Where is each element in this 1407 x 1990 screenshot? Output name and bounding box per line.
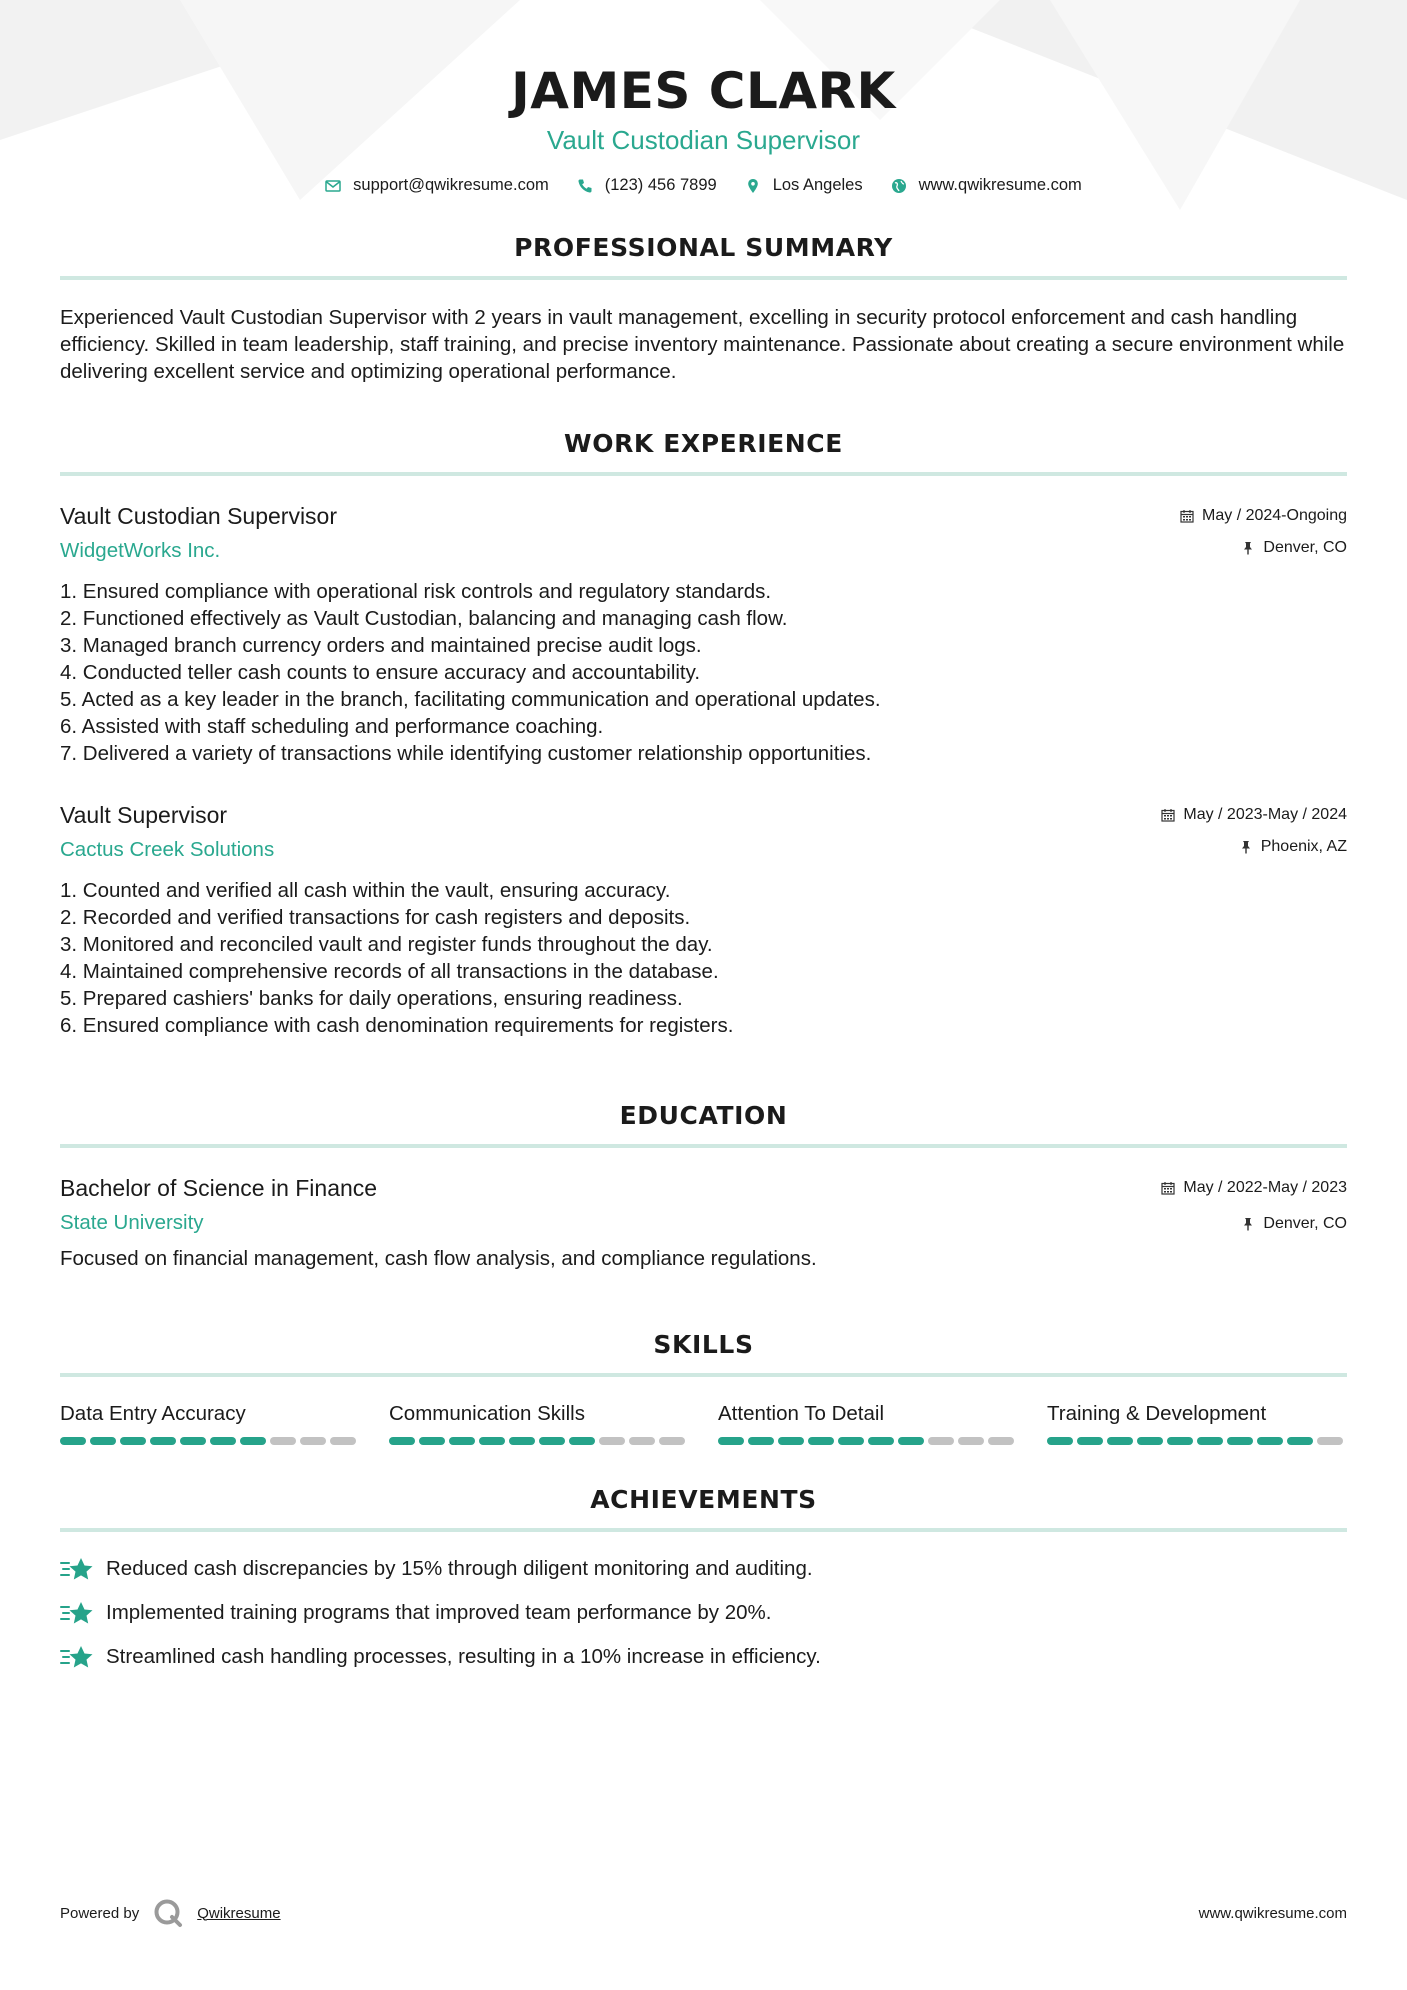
skill-segment-filled: [1137, 1437, 1163, 1445]
list-item: 3. Managed branch currency orders and maintained precise audit logs.: [60, 634, 702, 657]
achievement-text: Streamlined cash handling processes, resulting in a 10% increase in efficiency.: [106, 1645, 821, 1668]
skill-segment-empty: [599, 1437, 625, 1445]
skill-segment-filled: [120, 1437, 146, 1445]
contact-website[interactable]: [891, 176, 1082, 195]
skill-segment-filled: [778, 1437, 804, 1445]
summary-heading: PROFESSIONAL SUMMARY: [60, 233, 1347, 280]
skill-segment-filled: [419, 1437, 445, 1445]
skill-segment-filled: [60, 1437, 86, 1445]
skill-segment-filled: [90, 1437, 116, 1445]
skill-segment-filled: [718, 1437, 744, 1445]
powered-by: [60, 1898, 281, 1928]
skill-segment-filled: [808, 1437, 834, 1445]
skill-segment-filled: [150, 1437, 176, 1445]
contact-location: [745, 176, 863, 195]
list-item: 1. Counted and verified all cash within the vault, ensuring accuracy.: [60, 879, 671, 902]
job-duties-list: [60, 877, 1347, 1039]
summary-text: Experienced Vault Custodian Supervisor with 2 years in vault management, excelling in security protocol enforcement and cash handling efficiency. Skilled in team leadership, staff training, and precise inventory maintenance. Passionate about creating a secure environment while delivering excellent service and optimizing operational performance.: [60, 306, 1345, 383]
skill-segment-filled: [1257, 1437, 1283, 1445]
envelope-icon: [325, 178, 341, 194]
qwikresume-logo-icon: [153, 1898, 183, 1928]
calendar-icon: [1180, 509, 1194, 523]
email-text: support@qwikresume.com: [353, 176, 549, 194]
candidate-title: Vault Custodian Supervisor: [546, 125, 861, 155]
list-item: [60, 1644, 1347, 1670]
skill-segment-filled: [1107, 1437, 1133, 1445]
skill-name: Data Entry Accuracy: [60, 1402, 246, 1425]
education-dates: May / 2022-May / 2023: [1183, 1179, 1347, 1196]
education-location: Denver, CO: [1263, 1215, 1347, 1232]
skill-segment-filled: [748, 1437, 774, 1445]
education-section: [60, 1101, 1347, 1272]
skill-segment-filled: [1287, 1437, 1313, 1445]
school-name: State University: [60, 1211, 204, 1234]
list-item: [60, 1556, 1347, 1582]
skill-segment-empty: [958, 1437, 984, 1445]
star-badge-icon: [60, 1556, 94, 1582]
skill-segment-empty: [330, 1437, 356, 1445]
job-title: Vault Custodian Supervisor: [60, 503, 337, 529]
phone-icon: [577, 178, 593, 194]
skill-segment-empty: [988, 1437, 1014, 1445]
experience-section: [60, 429, 1347, 1039]
skills-section: [60, 1330, 1347, 1445]
skill-segment-filled: [838, 1437, 864, 1445]
skill-segment-filled: [389, 1437, 415, 1445]
achievements-section: [60, 1485, 1347, 1670]
resume-header: [60, 0, 1347, 195]
skill-item: [60, 1401, 360, 1445]
list-item: [60, 1600, 1347, 1626]
education-heading: EDUCATION: [60, 1101, 1347, 1148]
skill-name: Communication Skills: [389, 1402, 585, 1425]
list-item: 3. Monitored and reconciled vault and register funds throughout the day.: [60, 933, 713, 956]
achievement-text: Implemented training programs that improved team performance by 20%.: [106, 1601, 772, 1624]
skill-item: [389, 1401, 689, 1445]
skill-segment-filled: [1227, 1437, 1253, 1445]
skill-segment-filled: [1167, 1437, 1193, 1445]
skill-segment-filled: [868, 1437, 894, 1445]
skill-segment-filled: [898, 1437, 924, 1445]
star-badge-icon: [60, 1600, 94, 1626]
powered-by-label: Powered by: [60, 1904, 140, 1922]
phone-text: (123) 456 7899: [604, 176, 717, 194]
list-item: 4. Maintained comprehensive records of all transactions in the database.: [60, 960, 719, 983]
skill-segment-empty: [270, 1437, 296, 1445]
map-pin-icon: [745, 178, 761, 194]
contact-bar: [60, 176, 1347, 195]
skill-segment-empty: [629, 1437, 655, 1445]
skill-segment-empty: [659, 1437, 685, 1445]
list-item: 2. Recorded and verified transactions for cash registers and deposits.: [60, 906, 691, 929]
skill-level-bar: [1047, 1437, 1347, 1445]
footer-website[interactable]: www.qwikresume.com: [1198, 1904, 1347, 1922]
pushpin-icon: [1241, 1217, 1255, 1231]
job-duties-list: [60, 578, 1347, 767]
skill-segment-empty: [1317, 1437, 1343, 1445]
job-dates: May / 2024-Ongoing: [1202, 507, 1347, 524]
skill-item: [1047, 1401, 1347, 1445]
skill-level-bar: [60, 1437, 360, 1445]
education-entry: [60, 1174, 1347, 1272]
page-footer: [60, 1898, 1347, 1928]
skill-segment-filled: [539, 1437, 565, 1445]
experience-heading: WORK EXPERIENCE: [60, 429, 1347, 476]
skill-segment-filled: [509, 1437, 535, 1445]
list-item: 1. Ensured compliance with operational risk controls and regulatory standards.: [60, 580, 772, 603]
job-entry: [60, 801, 1347, 1039]
skill-segment-empty: [300, 1437, 326, 1445]
degree-title: Bachelor of Science in Finance: [60, 1175, 378, 1201]
achievement-text: Reduced cash discrepancies by 15% through diligent monitoring and auditing.: [106, 1557, 813, 1580]
job-location: Denver, CO: [1263, 539, 1347, 556]
skill-segment-filled: [1077, 1437, 1103, 1445]
globe-icon: [891, 178, 907, 194]
list-item: 5. Acted as a key leader in the branch, facilitating communication and operational updates.: [60, 688, 881, 711]
skill-level-bar: [718, 1437, 1018, 1445]
skill-segment-filled: [1197, 1437, 1223, 1445]
skills-grid: [60, 1401, 1347, 1445]
skills-heading: SKILLS: [60, 1330, 1347, 1377]
job-title: Vault Supervisor: [60, 802, 228, 828]
location-text: Los Angeles: [772, 176, 863, 194]
pushpin-icon: [1239, 840, 1253, 854]
job-company: Cactus Creek Solutions: [60, 838, 275, 861]
list-item: 5. Prepared cashiers' banks for daily operations, ensuring readiness.: [60, 987, 683, 1010]
skill-name: Training & Development: [1047, 1402, 1267, 1425]
calendar-icon: [1161, 1181, 1175, 1195]
contact-email[interactable]: [325, 176, 549, 195]
skill-item: [718, 1401, 1018, 1445]
skill-name: Attention To Detail: [718, 1402, 885, 1425]
list-item: 6. Ensured compliance with cash denomination requirements for registers.: [60, 1014, 734, 1037]
list-item: 2. Functioned effectively as Vault Custodian, balancing and managing cash flow.: [60, 607, 788, 630]
skill-segment-filled: [569, 1437, 595, 1445]
website-text: www.qwikresume.com: [918, 176, 1082, 194]
job-dates: May / 2023-May / 2024: [1183, 806, 1347, 823]
achievements-heading: ACHIEVEMENTS: [60, 1485, 1347, 1532]
skill-segment-filled: [1047, 1437, 1073, 1445]
skill-level-bar: [389, 1437, 689, 1445]
list-item: 4. Conducted teller cash counts to ensure accuracy and accountability.: [60, 661, 701, 684]
skill-segment-filled: [479, 1437, 505, 1445]
skill-segment-filled: [180, 1437, 206, 1445]
star-badge-icon: [60, 1644, 94, 1670]
pushpin-icon: [1241, 541, 1255, 555]
contact-phone[interactable]: [577, 176, 717, 195]
achievements-list: [60, 1556, 1347, 1670]
job-entry: [60, 502, 1347, 767]
candidate-name: JAMES CLARK: [511, 62, 896, 120]
skill-segment-empty: [928, 1437, 954, 1445]
list-item: 6. Assisted with staff scheduling and performance coaching.: [60, 715, 604, 738]
summary-section: [60, 233, 1347, 385]
skill-segment-filled: [240, 1437, 266, 1445]
job-company: WidgetWorks Inc.: [60, 539, 221, 562]
job-location: Phoenix, AZ: [1260, 838, 1347, 855]
skill-segment-filled: [210, 1437, 236, 1445]
list-item: 7. Delivered a variety of transactions while identifying customer relationship opportunities.: [60, 742, 872, 765]
skill-segment-filled: [449, 1437, 475, 1445]
education-description: Focused on financial management, cash flow analysis, and compliance regulations.: [60, 1247, 817, 1270]
calendar-icon: [1161, 808, 1175, 822]
qwikresume-link[interactable]: Qwikresume: [197, 1904, 281, 1922]
